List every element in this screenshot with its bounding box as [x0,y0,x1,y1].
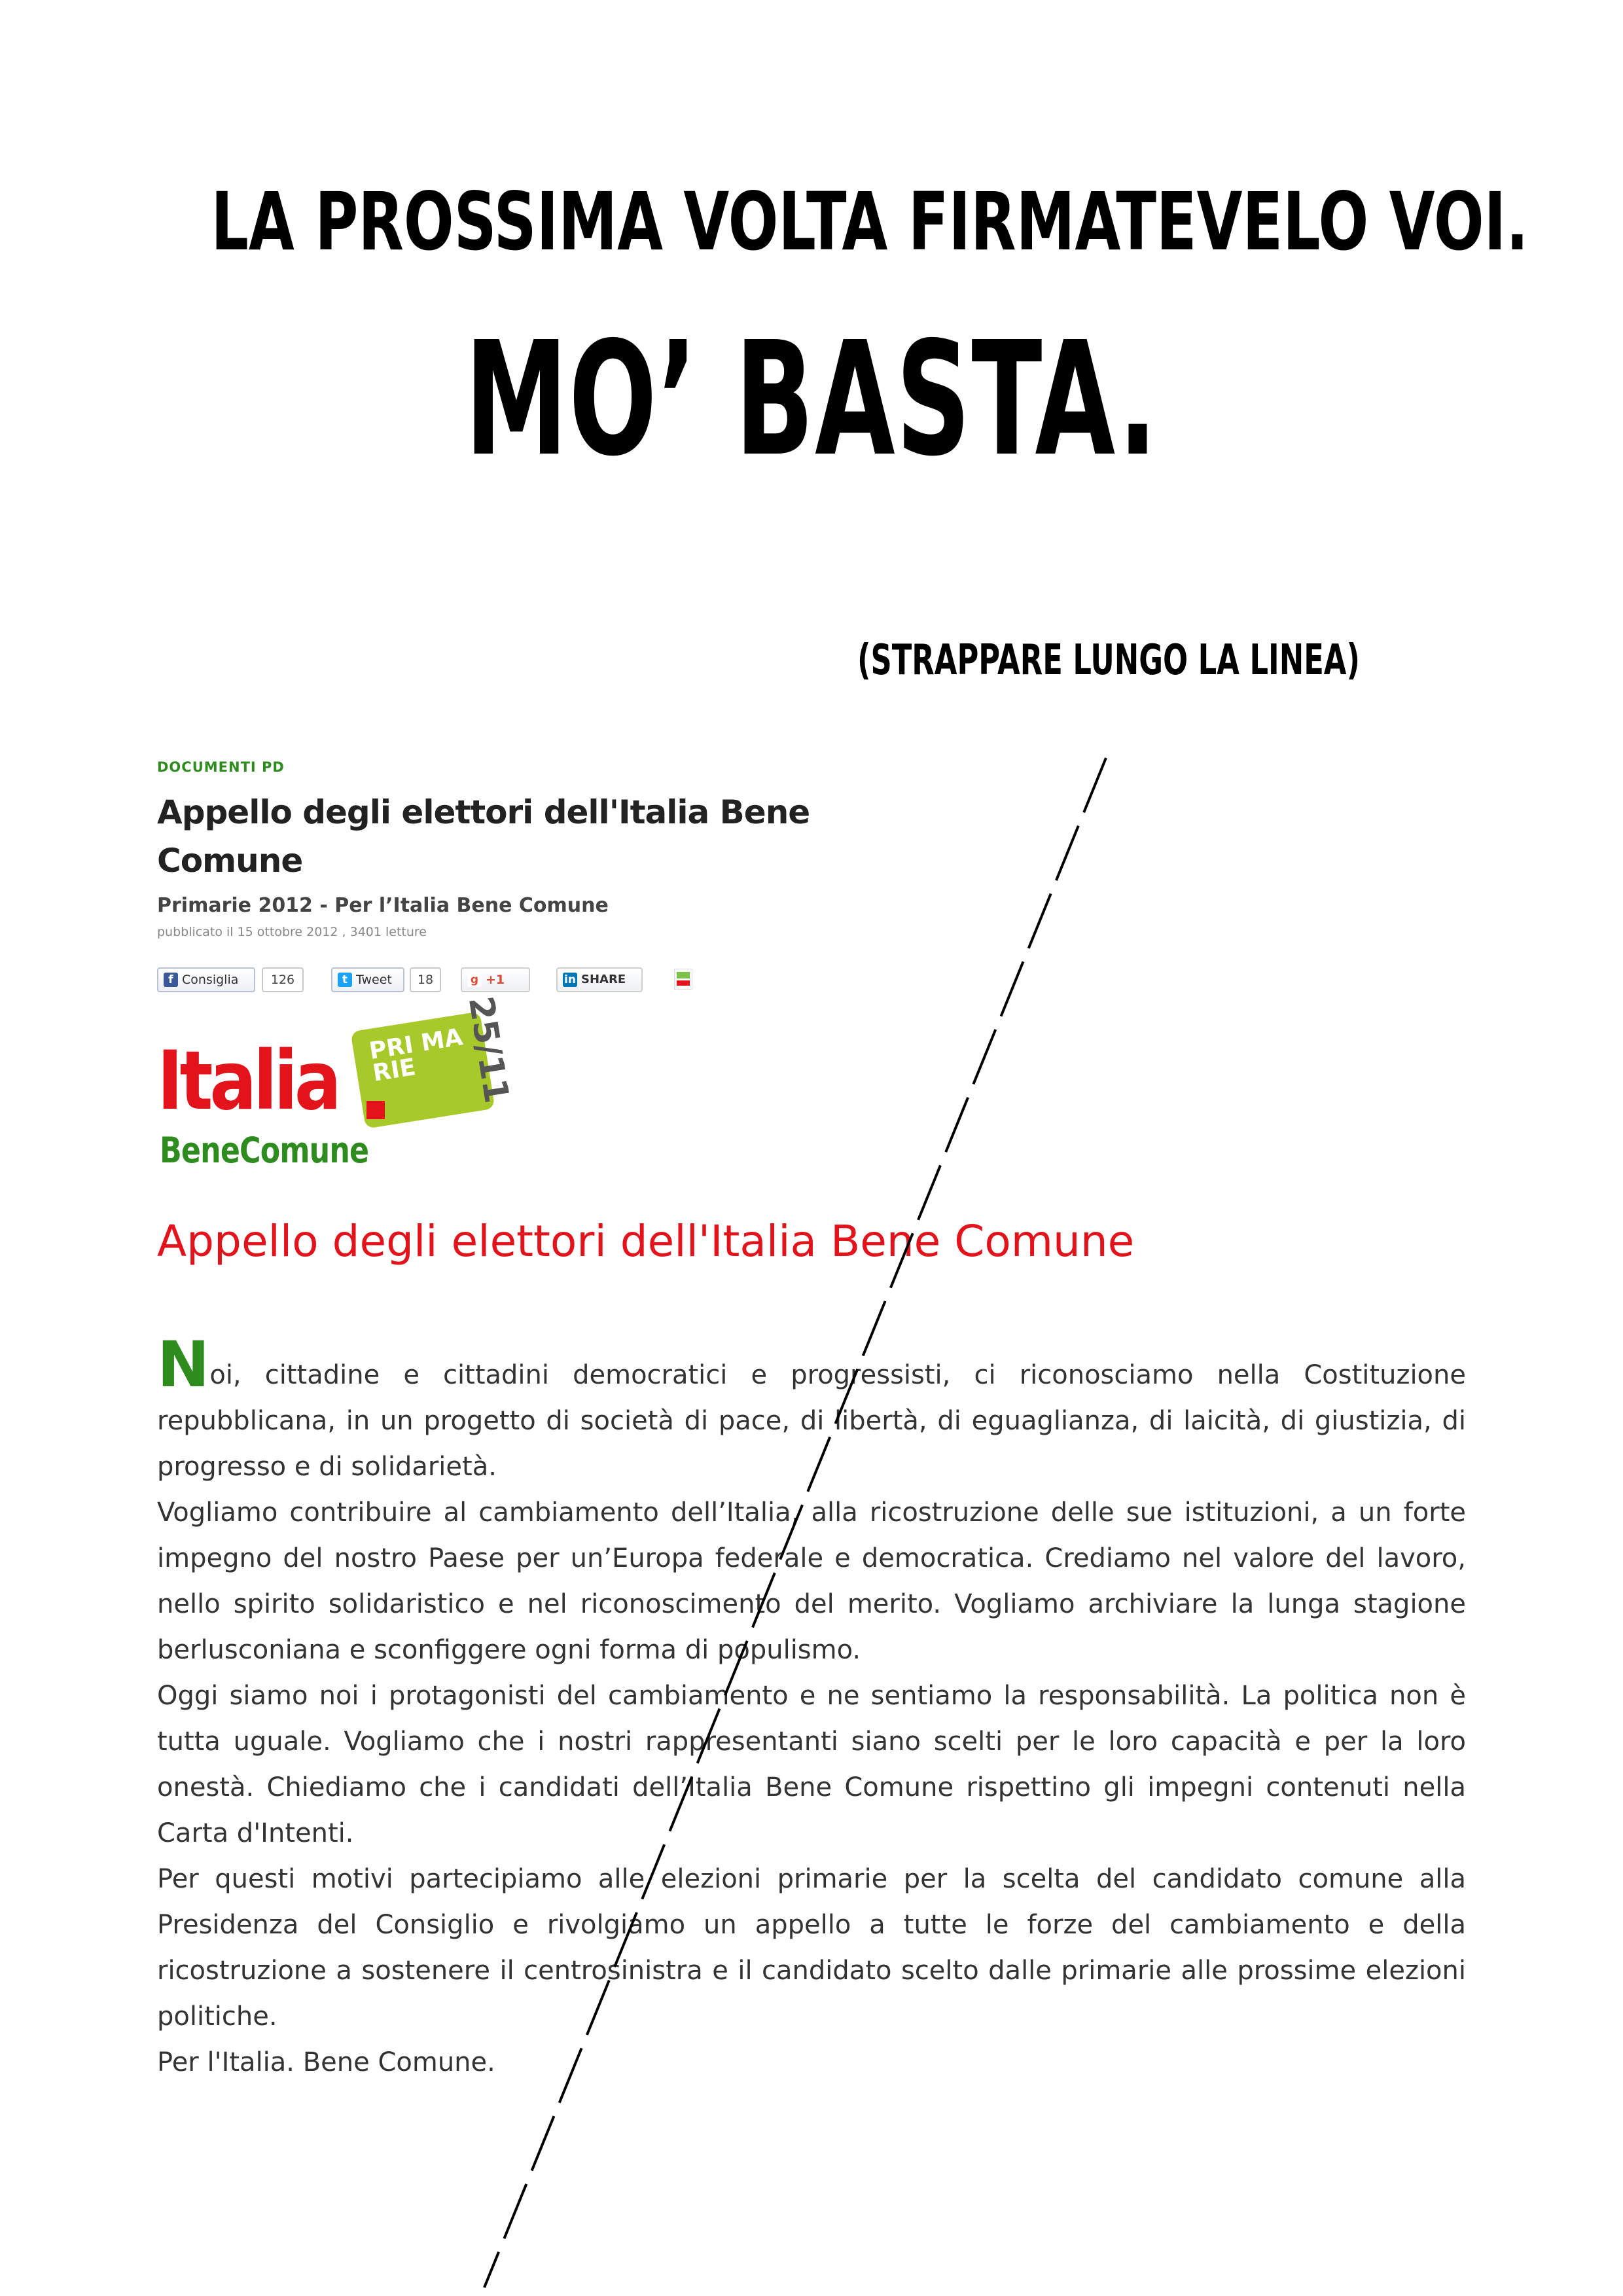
google-plus-label: +1 [486,973,505,987]
tear-instruction: (STRAPPARE LUNGO LA LINEA) [857,636,1360,685]
linkedin-label: SHARE [581,973,626,986]
paragraph-4: Per questi motivi partecipiamo alle elezioni primarie per la scelta del candidato comune alla Presidenza del Consiglio e rivolgiamo un appello a tutte le forze del cambiamento e della ricostruzione a sostenere il centrosinistra e il candidato scelto dalle primarie alle prossime elezioni politiche. [157,1864,1466,2032]
logo-italia: Italia [157,1034,338,1128]
section-label: DOCUMENTI PD [157,759,285,775]
publish-meta: pubblicato il 15 ottobre 2012 , 3401 letture [157,925,427,939]
logo-benecomune: BeneComune [160,1130,369,1171]
linkedin-icon: in [563,973,577,987]
badge-date: 25/11 [460,994,516,1106]
tweet-count: 18 [410,967,441,992]
header-title: Appello degli elettori dell'Italia Bene Comune [157,793,810,880]
paragraph-5: Per l'Italia. Bene Comune. [157,2047,495,2077]
dashed-tear-line [484,758,1106,2287]
facebook-count: 126 [262,967,304,992]
tweet-label: Tweet [356,973,392,987]
twitter-icon: t [338,973,352,987]
badge-word: PRI MA RIE [367,1024,465,1087]
headline-top: LA PROSSIMA VOLTA FIRMATEVELO VOI. [211,175,1529,268]
paragraph-2: Vogliamo contribuire al cambiamento dell’Italia, alla ricostruzione delle sue istituzioni, a un forte impegno del nostro Paese per un’Europa federale e democratica. Crediamo nel valore del lavoro, nello spirito solidaristico e nel riconoscimento del merito. Vogliamo archiviare la lunga stagione berlusconiana e sconfiggere ogni forma di populismo. [157,1498,1466,1665]
headline-main: MO’ BASTA. [465,308,1158,491]
paragraph-3: Oggi siamo noi i protagonisti del cambiamento e ne sentiamo la responsabilità. La politica non è tutta uguale. Vogliamo che i nostri rappresentanti siano scelti per le loro capacità e per la loro onestà. Chiediamo che i candidati dell’Italia Bene Comune rispettino gli impegni contenuti nella Carta d'Intenti. [157,1681,1466,1848]
facebook-label: Consiglia [182,973,239,987]
facebook-icon: f [164,973,178,987]
google-plus-icon: g [467,973,482,987]
header-subtitle: Primarie 2012 - Per l’Italia Bene Comune [157,894,609,917]
drop-cap: N [157,1328,210,1401]
paragraph-1-text: oi, cittadine e cittadini democratici e progressisti, ci riconosciamo nella Costituzione repubblicana, in un progetto di società di pace, di libertà, di eguaglianza, di laicità, di giustizia, di progresso e di solidarietà. [157,1360,1466,1482]
article-title: Appello degli elettori dell'Italia Bene Comune [157,1216,1135,1266]
